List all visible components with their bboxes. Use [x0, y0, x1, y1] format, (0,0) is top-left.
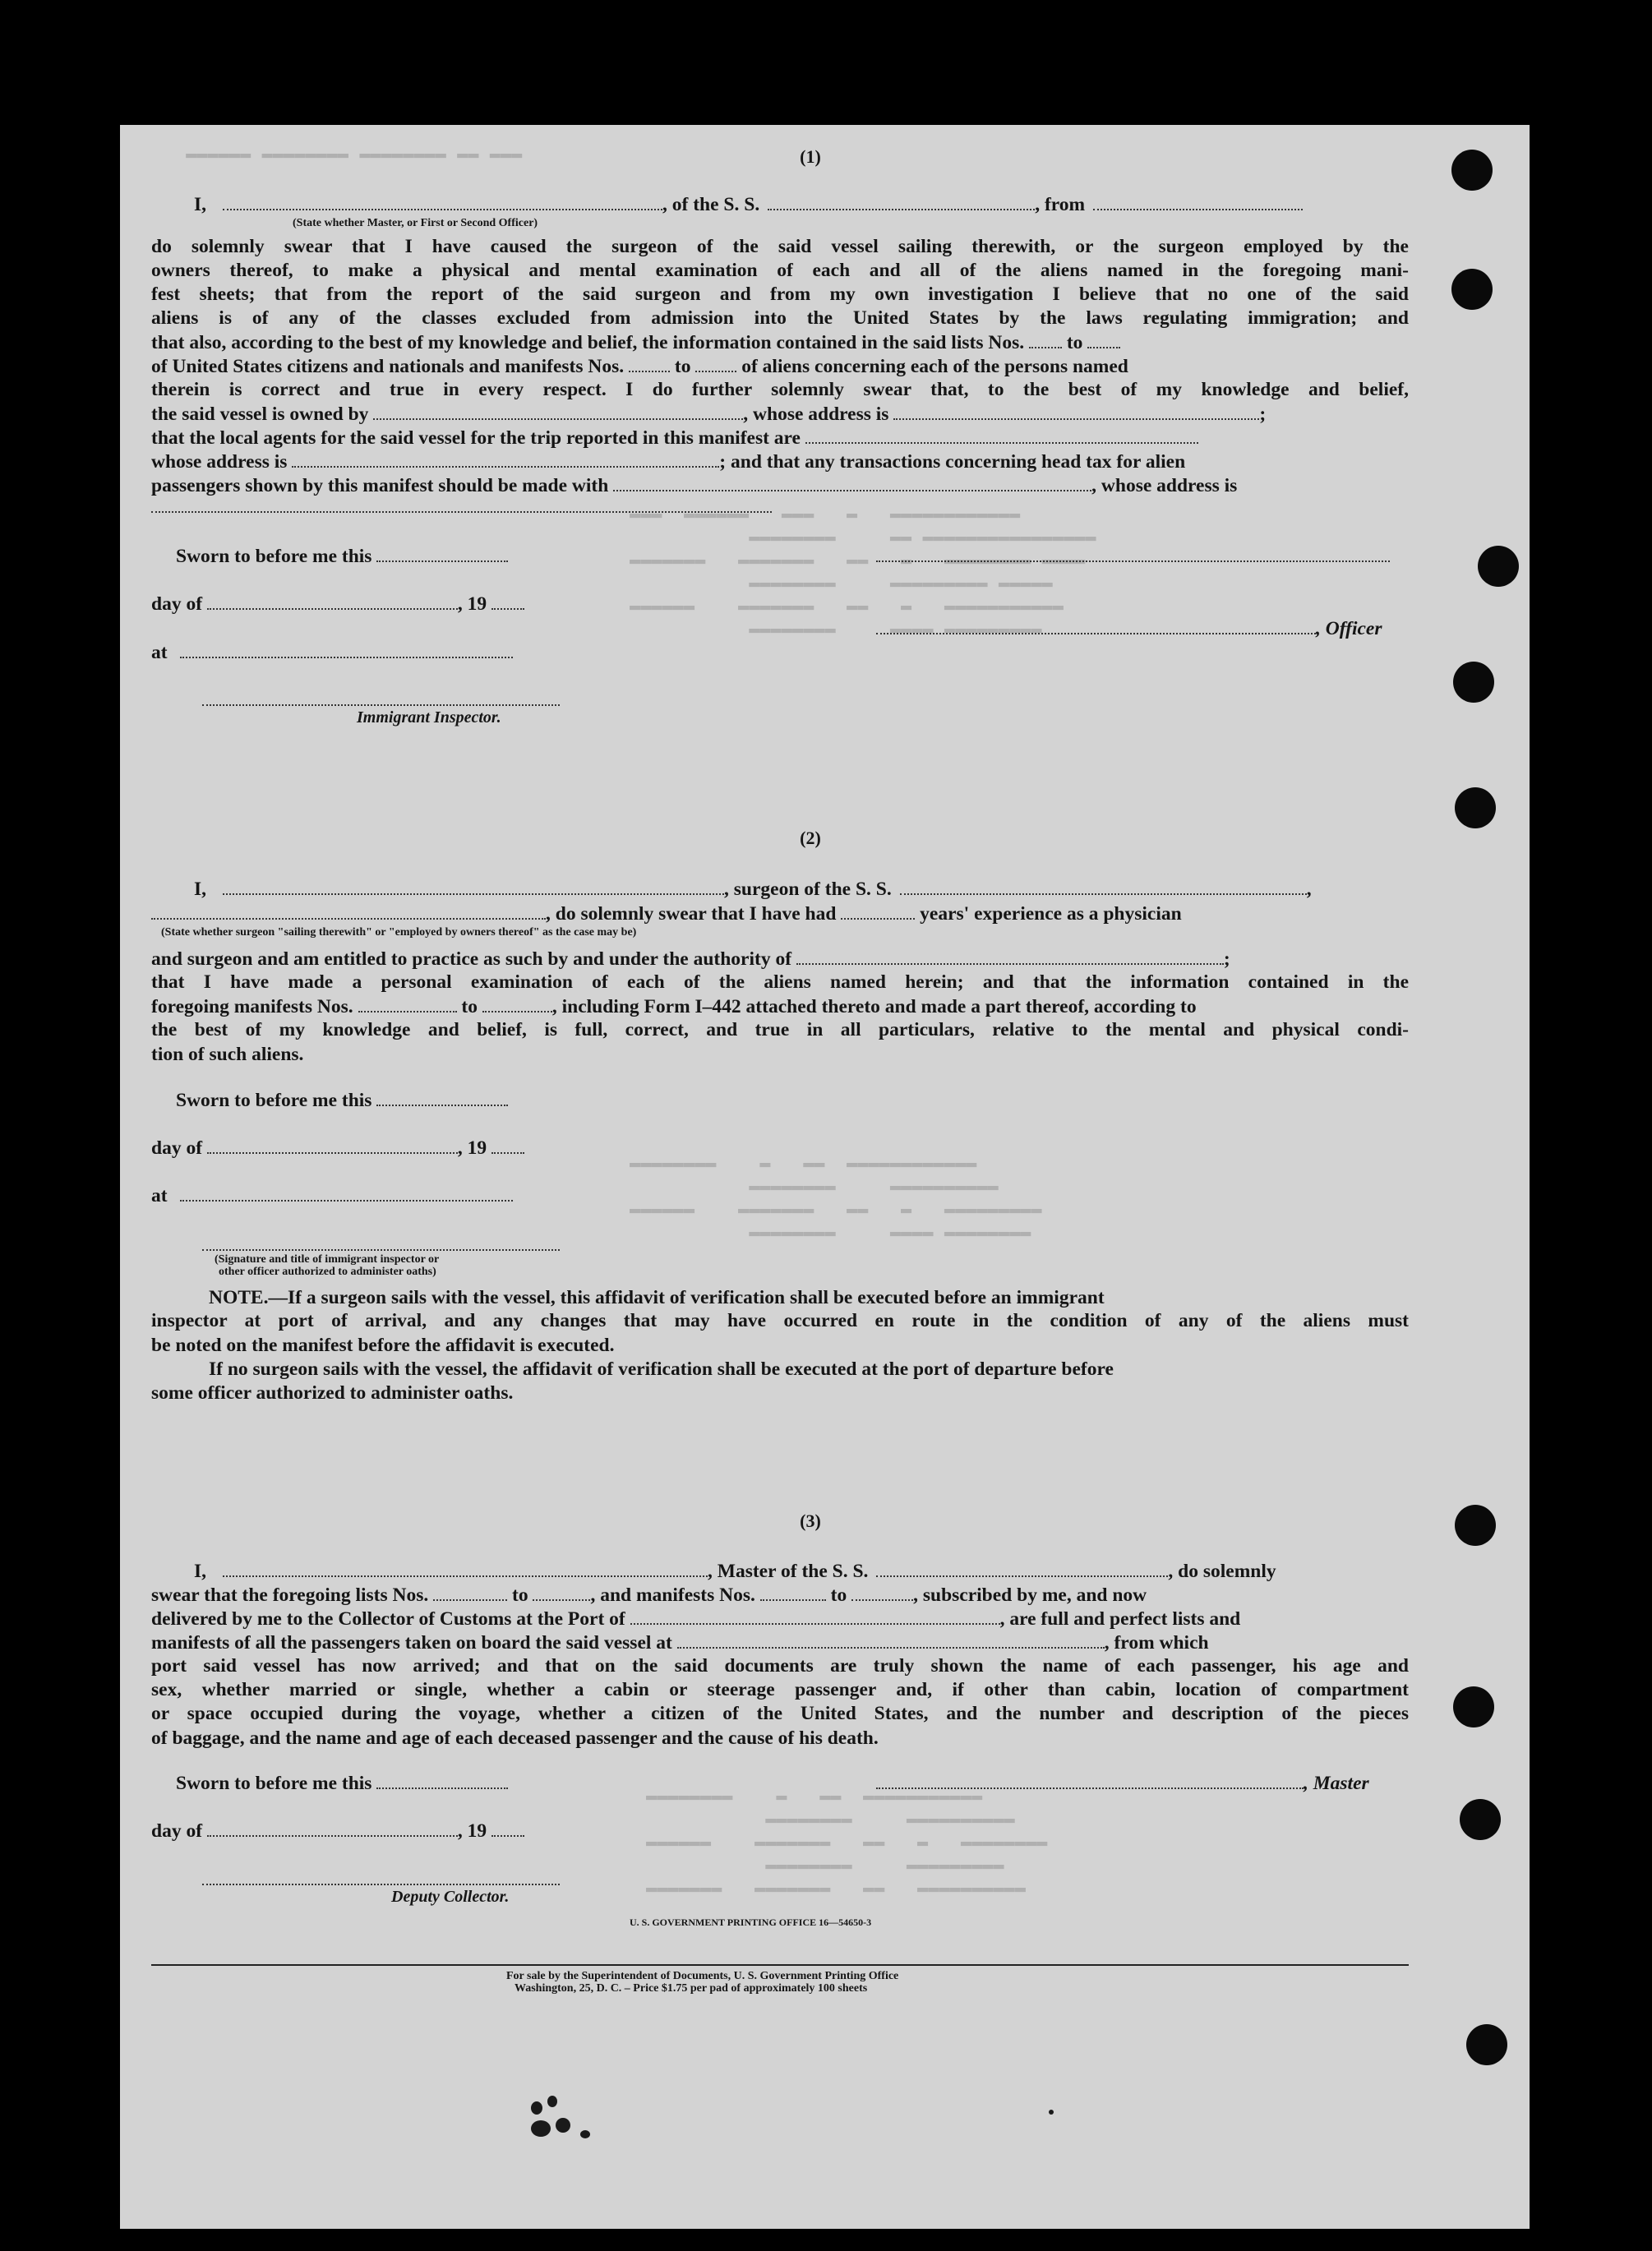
- officer-signature-blank: [876, 560, 1390, 562]
- section-1-line-1: I, , of the S. S. , from: [194, 192, 1303, 217]
- officer-signature-line: , Officer: [876, 616, 1382, 641]
- section-3-body-line: port said vessel has now arrived; and that on the said documents are truly shown the name of each passenger, his age and: [151, 1655, 1409, 1677]
- section-3-body-line: delivered by me to the Collector of Customs at the Port of , are full and perfect lists and: [151, 1608, 1241, 1630]
- section-2-body-line: the best of my knowledge and belief, is full, correct, and true in all particulars, relative to the mental and physical condi-: [151, 1019, 1409, 1040]
- signature-caption-line: other officer authorized to administer oaths): [219, 1266, 436, 1278]
- ink-smudge: [531, 2101, 542, 2115]
- inspector-signature-blank: [202, 704, 560, 706]
- section-1-body-line: the said vessel is owned by , whose address is ;: [151, 404, 1267, 425]
- section-3-body-line: of baggage, and the name and age of each deceased passenger and the cause of his death.: [151, 1727, 879, 1749]
- section-2-note-line: be noted on the manifest before the affidavit is executed.: [151, 1335, 615, 1356]
- section-3-body-line: sex, whether married or single, whether a cabin or steerage passenger and, if other than cabin, location of compartment: [151, 1679, 1409, 1700]
- manifest-verification-page: [120, 125, 1530, 2229]
- section-3-line-1: I, , Master of the S. S. , do solemnly: [194, 1561, 1276, 1582]
- signature-caption-line: (Signature and title of immigrant inspector or: [215, 1253, 440, 1266]
- bleed-through-texture: ▬▬▬ ▬▬▬▬▬▬ ▬▬▬ ▬ ▬▬▬▬▬▬▬▬▬▬▬▬ ▬▬▬▬▬▬▬▬ ▬▬ ▬▬▬▬▬▬▬▬▬▬▬▬▬▬▬▬ ▬▬▬▬▬▬▬ ▬▬▬▬▬▬▬ ▬▬ ▬ ▬▬▬▬▬▬▬▬ ▬▬▬▬ ▬▬▬▬▬▬▬▬ ▬▬▬▬▬▬▬▬▬ ▬▬▬▬▬ ▬▬▬▬▬▬ ▬▬▬▬▬▬▬ ▬▬ ▬ ▬▬▬▬▬▬▬▬▬▬▬ ▬▬▬▬▬▬▬▬ ▬▬▬▬ ▬▬▬▬▬▬▬▬▬: [630, 504, 1096, 639]
- punch-hole: [1460, 1799, 1501, 1840]
- section-1-body-line: do solemnly swear that I have caused the surgeon of the said vessel sailing therewith, or the surgeon employed by the: [151, 236, 1409, 257]
- punch-hole: [1451, 150, 1493, 191]
- bleed-through-texture: ▬▬▬▬▬▬▬▬ ▬ ▬▬ ▬▬▬▬▬▬▬▬▬▬▬ ▬▬▬▬▬▬▬▬ ▬▬▬▬▬▬▬▬▬▬ ▬▬▬▬▬▬ ▬▬▬▬▬▬▬ ▬▬ ▬ ▬▬▬▬▬▬▬▬ ▬▬▬▬▬▬▬▬ ▬▬▬▬▬▬▬▬▬ ▬▬▬▬▬▬▬ ▬▬▬▬▬▬▬ ▬▬ ▬▬▬▬▬▬▬▬▬▬: [646, 1786, 1048, 1898]
- section-2-sworn: Sworn to before me this: [176, 1088, 508, 1113]
- section-1-body-line: owners thereof, to make a physical and mental examination of each and all of the aliens named in the foregoing mani-: [151, 260, 1409, 281]
- immigrant-inspector-label: Immigrant Inspector.: [357, 708, 501, 727]
- ink-smudge: [547, 2096, 557, 2107]
- ink-smudge: [1049, 2110, 1054, 2115]
- section-2-note-line: some officer authorized to administer oaths.: [151, 1382, 514, 1404]
- section-2-number: (2): [800, 828, 821, 848]
- section-1-body-line: that also, according to the best of my knowledge and belief, the information contained in the said lists Nos. to: [151, 330, 1120, 355]
- section-1-body-line: whose address is ; and that any transactions concerning head tax for alien: [151, 451, 1186, 473]
- section-2-note-line: NOTE.—If a surgeon sails with the vessel, this affidavit of verification shall be executed before an immigrant: [209, 1287, 1105, 1308]
- section-3-number: (3): [800, 1511, 821, 1531]
- ink-smudge: [531, 2120, 551, 2137]
- footer-line: Washington, 25, D. C. – Price $1.75 per pad of approximately 100 sheets: [515, 1982, 868, 1995]
- punch-hole: [1478, 546, 1519, 587]
- footer-rule: [151, 1964, 1409, 1966]
- section-2-caption: (State whether surgeon "sailing therewith" or "employed by owners thereof" as the case may be): [161, 926, 637, 939]
- section-1-body-line: passengers shown by this manifest should be made with , whose address is: [151, 475, 1238, 496]
- collector-signature-blank: [202, 1884, 560, 1885]
- bleed-through-texture: ▬▬▬ ▬▬ ▬▬▬▬▬▬▬▬ ▬▬▬▬▬▬▬▬ ▬▬▬▬▬▬: [186, 144, 523, 164]
- section-1-at: at: [151, 640, 513, 665]
- punch-hole: [1451, 269, 1493, 310]
- section-2-body-line: and surgeon and am entitled to practice as such by and under the authority of ;: [151, 948, 1230, 970]
- punch-hole: [1453, 662, 1494, 703]
- section-2-line-2: , do solemnly swear that I have had years' experience as a physician: [151, 902, 1182, 926]
- section-3-body-line: or space occupied during the voyage, whether a citizen of the United States, and the number and description of the pieces: [151, 1703, 1409, 1724]
- bleed-through-texture: ▬▬▬▬▬▬▬▬ ▬ ▬▬ ▬▬▬▬▬▬▬▬▬▬▬▬ ▬▬▬▬▬▬▬▬ ▬▬▬▬▬▬▬▬▬▬ ▬▬▬▬▬▬ ▬▬▬▬▬▬▬ ▬▬ ▬ ▬▬▬▬▬▬▬▬▬ ▬▬▬▬▬▬▬▬ ▬▬▬▬ ▬▬▬▬▬▬▬▬: [630, 1153, 1042, 1243]
- punch-hole: [1455, 1505, 1496, 1546]
- section-3-body-line: swear that the foregoing lists Nos. to , and manifests Nos. to , subscribed by me, and now: [151, 1584, 1147, 1606]
- section-3-body-line: manifests of all the passengers taken on board the said vessel at , from which: [151, 1632, 1209, 1654]
- section-1-sworn: Sworn to before me this: [176, 544, 508, 569]
- section-2-line-1: I, , surgeon of the S. S. ,: [194, 879, 1312, 900]
- section-1-number: (1): [800, 146, 821, 167]
- section-1-day-of: day of , 19: [151, 592, 524, 616]
- section-3-day-of: day of , 19: [151, 1819, 524, 1843]
- section-2-day-of: day of , 19: [151, 1136, 524, 1160]
- section-1-body-line: therein is correct and true in every respect. I do further solemnly swear that, to the best of my knowledge and belief,: [151, 379, 1409, 400]
- printing-office-imprint: U. S. GOVERNMENT PRINTING OFFICE 16—54650-3: [630, 1917, 872, 1928]
- punch-hole: [1466, 2024, 1507, 2065]
- address-blank: [151, 511, 772, 513]
- punch-hole: [1455, 787, 1496, 828]
- section-1-body-line: of United States citizens and nationals and manifests Nos. to of aliens concerning each of the persons named: [151, 356, 1128, 377]
- section-2-note-line: inspector at port of arrival, and any changes that may have occurred en route in the condition of any of the aliens must: [151, 1310, 1409, 1331]
- section-2-body-line: foregoing manifests Nos. to , including Form I–442 attached thereto and made a part thereof, according to: [151, 996, 1197, 1017]
- ink-smudge: [556, 2118, 570, 2133]
- master-signature-line: , Master: [876, 1771, 1369, 1796]
- footer-line: For sale by the Superintendent of Documents, U. S. Government Printing Office: [506, 1970, 899, 1982]
- section-1-caption: (State whether Master, or First or Second Officer): [293, 217, 538, 229]
- section-2-at: at: [151, 1183, 513, 1208]
- section-2-body-line: that I have made a personal examination of each of the aliens named herein; and that the information contained in the: [151, 971, 1409, 993]
- surgeon-signature-blank: [202, 1249, 560, 1251]
- ink-smudge: [580, 2130, 590, 2138]
- deputy-collector-label: Deputy Collector.: [391, 1888, 510, 1906]
- punch-hole: [1453, 1686, 1494, 1727]
- section-1-body-line: that the local agents for the said vessel for the trip reported in this manifest are: [151, 426, 1198, 450]
- section-3-sworn: Sworn to before me this: [176, 1771, 508, 1796]
- section-1-body-line: aliens is of any of the classes excluded from admission into the United States by the laws regulating immigration; and: [151, 307, 1409, 329]
- section-2-note-line: If no surgeon sails with the vessel, the affidavit of verification shall be executed at the port of departure before: [209, 1358, 1114, 1380]
- section-2-body-line: tion of such aliens.: [151, 1044, 304, 1065]
- section-1-body-line: fest sheets; that from the report of the said surgeon and from my own investigation I believe that no one of the said: [151, 284, 1409, 305]
